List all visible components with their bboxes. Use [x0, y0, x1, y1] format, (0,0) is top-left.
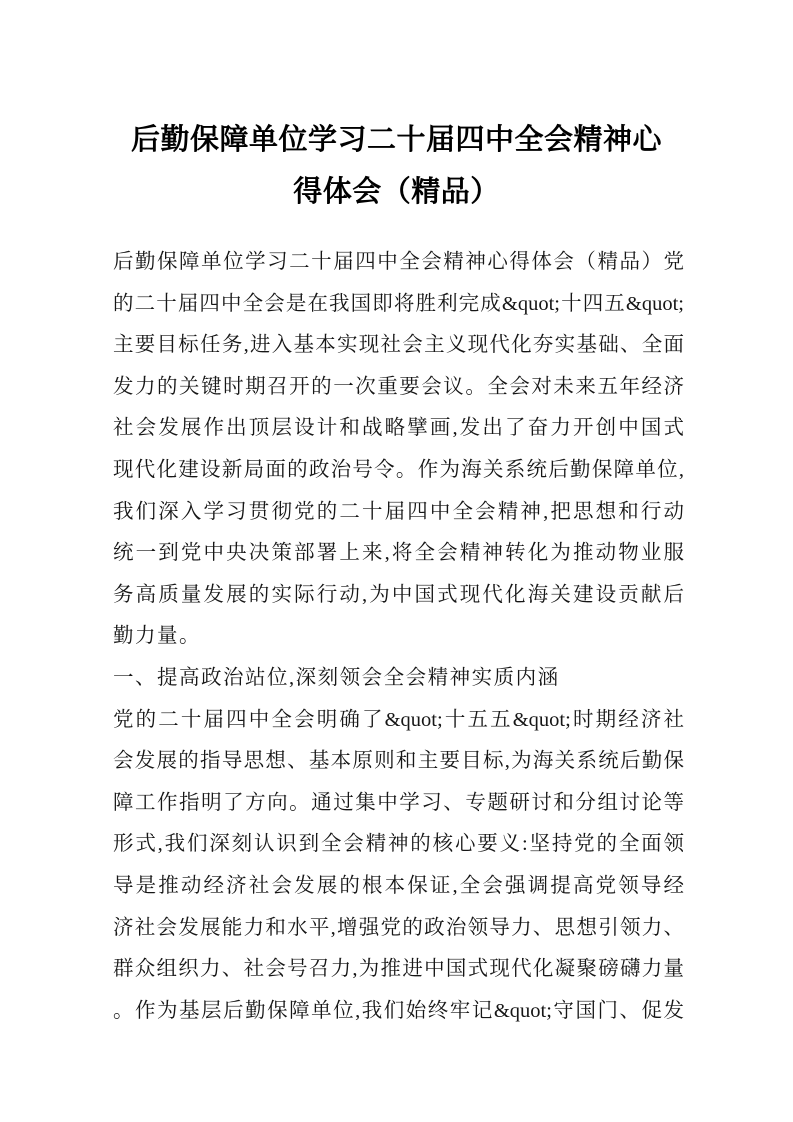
- body-line-2: 的二十届四中全会是在我国即将胜利完成&quot;十四五&quot;: [113, 292, 684, 315]
- body-line-17: 济社会发展能力和水平,增强党的政治领导力、思想引领力、: [113, 916, 684, 939]
- body-line-10-paragraph-end: 勤力量。: [113, 625, 201, 648]
- body-line-6: 现代化建设新局面的政治号令。作为海关系统后勤保障单位,: [113, 458, 684, 481]
- body-line-1: 后勤保障单位学习二十届四中全会精神心得体会（精品）党: [113, 251, 684, 273]
- document-body: [113, 242, 684, 1032]
- body-line-18: 群众组织力、社会号召力,为推进中国式现代化凝聚磅礴力量: [113, 958, 684, 981]
- body-line-8: 统一到党中央决策部署上来,将全会精神转化为推动物业服: [113, 542, 684, 565]
- section-heading-1: 一、提高政治站位,深刻领会全会精神实质内涵: [113, 666, 560, 689]
- body-line-3: 主要目标任务,进入基本实现社会主义现代化夯实基础、全面: [113, 334, 684, 357]
- title-line-1: 后勤保障单位学习二十届四中全会精神心: [130, 124, 662, 156]
- title-line-2: 得体会（精品）: [293, 176, 500, 208]
- body-line-12: 党的二十届四中全会明确了&quot;十五五&quot;时期经济社: [113, 708, 684, 731]
- body-line-5: 社会发展作出顶层设计和战略擘画,发出了奋力开创中国式: [113, 417, 684, 440]
- body-line-16: 导是推动经济社会发展的根本保证,全会强调提高党领导经: [113, 874, 684, 897]
- body-line-9: 务高质量发展的实际行动,为中国式现代化海关建设贡献后: [113, 583, 684, 606]
- body-line-13: 会发展的指导思想、基本原则和主要目标,为海关系统后勤保: [113, 750, 684, 773]
- document-title: [56, 114, 737, 218]
- body-line-7: 我们深入学习贯彻党的二十届四中全会精神,把思想和行动: [113, 500, 684, 523]
- body-line-14: 障工作指明了方向。通过集中学习、专题研讨和分组讨论等: [113, 791, 684, 814]
- body-line-19: 。作为基层后勤保障单位,我们始终牢记&quot;守国门、促发: [113, 999, 684, 1022]
- body-line-15: 形式,我们深刻认识到全会精神的核心要义:坚持党的全面领: [113, 833, 684, 856]
- body-line-4: 发力的关键时期召开的一次重要会议。全会对未来五年经济: [113, 375, 684, 398]
